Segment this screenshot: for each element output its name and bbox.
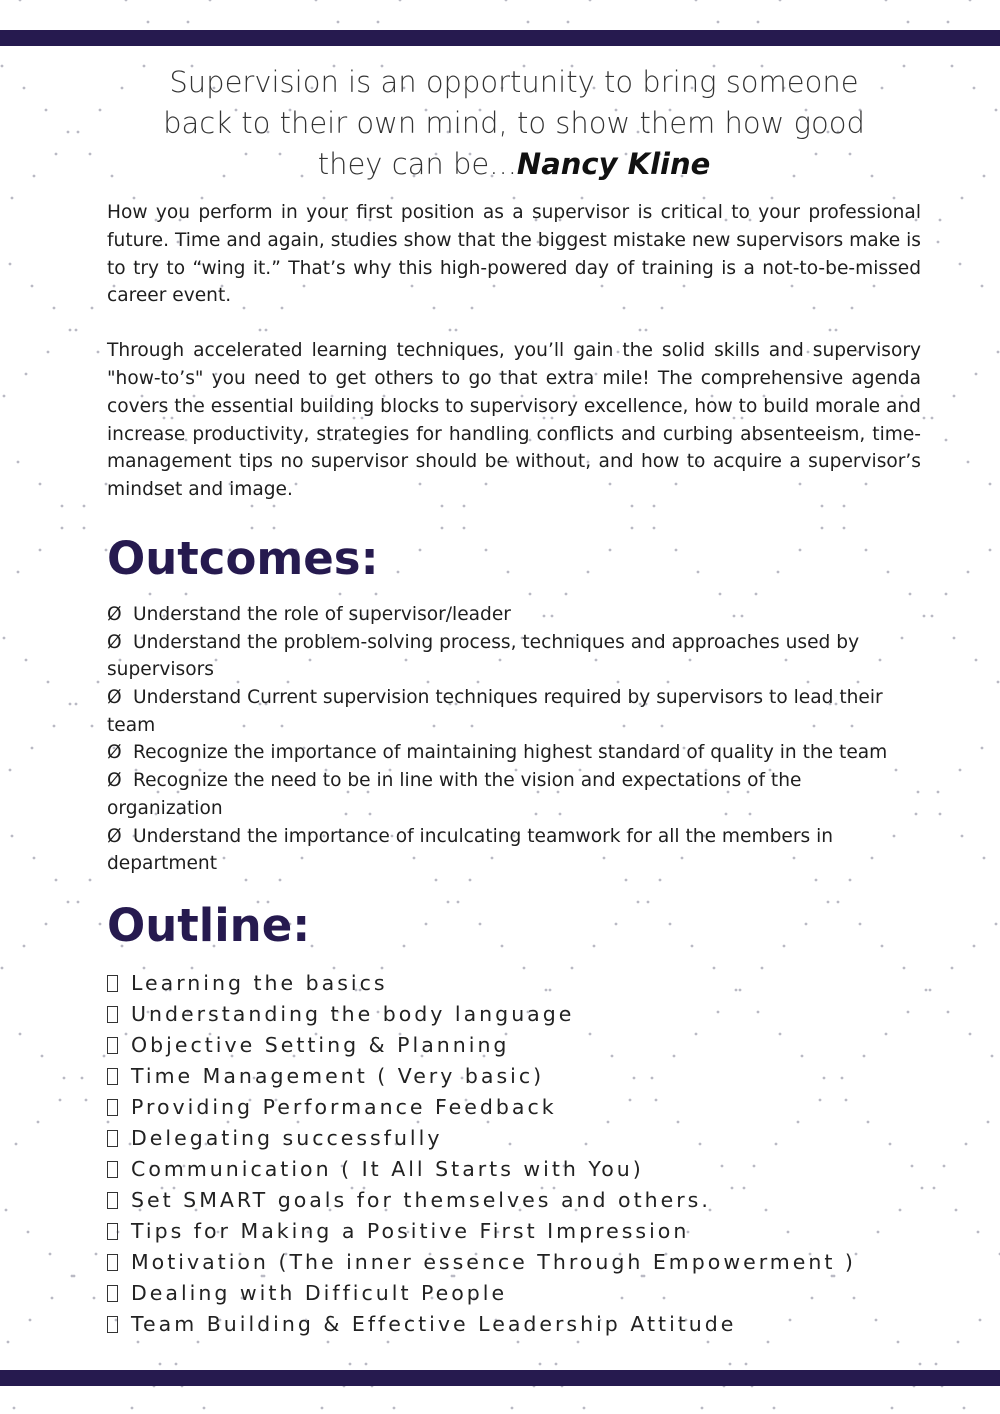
pattern-dot (959, 263, 962, 266)
pattern-dot (539, 1363, 542, 1366)
missing-glyph-icon (107, 1161, 118, 1178)
pattern-dot (931, 615, 934, 618)
outcome-bullet: Ø (107, 770, 122, 792)
pattern-dot (77, 901, 80, 904)
pattern-dot (387, 1341, 390, 1344)
outline-item (107, 1216, 921, 1247)
pattern-dot (953, 637, 956, 640)
pattern-dot (897, 1341, 900, 1344)
pattern-dot (175, 1363, 178, 1366)
outcomes-heading: Outcomes: (107, 531, 379, 585)
pattern-dot (91, 725, 94, 728)
pattern-dot (939, 219, 942, 222)
pattern-dot (745, 1363, 748, 1366)
pattern-dot (25, 373, 28, 376)
pattern-dot (929, 989, 932, 992)
pattern-dot (19, 1033, 22, 1036)
missing-glyph-icon (107, 1192, 118, 1209)
pattern-dot (69, 703, 72, 706)
pattern-dot (75, 329, 78, 332)
pattern-dot (937, 791, 940, 794)
pattern-dot (695, 0, 698, 1)
pattern-dot (95, 1253, 98, 1256)
pattern-dot (923, 417, 926, 420)
pattern-dot (983, 857, 986, 860)
pattern-dot (891, 1407, 894, 1410)
pattern-dot (93, 1297, 96, 1300)
outcomes-list (107, 601, 921, 878)
pattern-dot (7, 1341, 10, 1344)
pattern-dot (29, 1319, 32, 1322)
pattern-dot (925, 989, 928, 992)
top-border-bar (0, 30, 1000, 46)
outline-text: Team Building & Effective Leadership Attitude (131, 1312, 737, 1336)
outline-text: Communication ( It All Starts with You) (131, 1157, 644, 1181)
missing-glyph-icon (107, 1006, 118, 1023)
pattern-dot (147, 21, 150, 24)
pattern-dot (187, 21, 190, 24)
bottom-border-bar (0, 1370, 1000, 1386)
pattern-dot (963, 1407, 966, 1410)
agenda-paragraph: Through accelerated learning techniques, you’ll gain the solid skills and supervisory "how-to’s" you need to get others to go that extra mile! The comprehensive agenda covers the essential building blocks to supervisory excellence, how to build morale and increase productivity, strategies for handling conflicts and curbing absenteeism, time-management tips no supervisor should be without, and how to acquire a supervisor’s mindset and image. (107, 340, 921, 501)
pattern-dot (97, 681, 100, 684)
pattern-dot (15, 1143, 18, 1146)
pattern-dot (33, 175, 36, 178)
pattern-dot (989, 483, 992, 486)
intro-paragraph: How you perform in your first position as a supervisor is critical to your professional future. Time and again, studies show that the biggest mistake new supervisors make is to try to “wing it.” That’s why this high-powered day of training is a not-to-be-missed career event. (107, 202, 921, 307)
pattern-dot (17, 571, 20, 574)
pattern-dot (957, 1341, 960, 1344)
pattern-dot (23, 945, 26, 948)
pattern-dot (321, 1407, 324, 1410)
pattern-dot (943, 1165, 946, 1168)
pattern-dot (99, 109, 102, 112)
outline-item (107, 1154, 921, 1185)
pattern-dot (969, 0, 972, 1)
pattern-dot (327, 1341, 330, 1344)
outline-text: Understanding the body language (131, 1002, 575, 1026)
pattern-dot (965, 1143, 968, 1146)
pattern-dot (53, 725, 56, 728)
outcome-bullet: Ø (107, 687, 122, 709)
pattern-dot (67, 131, 70, 134)
pattern-dot (25, 659, 28, 662)
pattern-dot (919, 1363, 922, 1366)
pattern-dot (997, 681, 1000, 684)
outcome-bullet: Ø (107, 825, 122, 847)
pattern-dot (583, 1407, 586, 1410)
pattern-dot (717, 21, 720, 24)
outline-item (107, 968, 921, 999)
outcome-item (107, 739, 921, 767)
pattern-dot (47, 681, 50, 684)
pattern-dot (37, 1121, 40, 1124)
pattern-dot (63, 1077, 66, 1080)
pattern-dot (9, 263, 12, 266)
missing-glyph-icon (107, 1130, 118, 1147)
pattern-dot (991, 1055, 994, 1058)
pattern-dot (959, 769, 962, 772)
quote (107, 62, 921, 185)
pattern-dot (125, 0, 128, 1)
missing-glyph-icon (107, 975, 118, 992)
pattern-dot (511, 1407, 514, 1410)
outcome-item (107, 823, 921, 878)
pattern-dot (49, 1253, 52, 1256)
pattern-dot (3, 637, 6, 640)
outcome-text: Understand the problem-solving process, techniques and approaches used by supervisors (107, 631, 860, 681)
pattern-dot (937, 241, 940, 244)
pattern-dot (349, 1363, 352, 1366)
pattern-dot (89, 153, 92, 156)
pattern-dot (973, 87, 976, 90)
pattern-dot (9, 769, 12, 772)
pattern-dot (19, 0, 22, 1)
pattern-dot (951, 967, 954, 970)
outline-item (107, 1247, 921, 1278)
outline-item (107, 1092, 921, 1123)
pattern-dot (39, 483, 42, 486)
pattern-dot (31, 285, 34, 288)
pattern-dot (67, 901, 70, 904)
pattern-dot (159, 1363, 162, 1366)
outline-text: Set SMART goals for themselves and others. (131, 1188, 711, 1212)
pattern-dot (27, 1231, 30, 1234)
pattern-dot (885, 0, 888, 1)
pattern-dot (131, 1407, 134, 1410)
pattern-dot (987, 1121, 990, 1124)
pattern-dot (951, 65, 954, 68)
pattern-dot (399, 0, 402, 1)
pattern-dot (11, 197, 14, 200)
pattern-dot (907, 21, 910, 24)
pattern-dot (13, 1407, 16, 1410)
outline-text: Time Management ( Very basic) (131, 1064, 545, 1088)
pattern-dot (973, 945, 976, 948)
pattern-dot (975, 373, 978, 376)
pattern-dot (995, 923, 998, 926)
pattern-dot (55, 879, 58, 882)
outline-text: Dealing with Difficult People (131, 1281, 508, 1305)
missing-glyph-icon (107, 1068, 118, 1085)
pattern-dot (961, 835, 964, 838)
pattern-dot (577, 1341, 580, 1344)
pattern-dot (955, 1209, 958, 1212)
pattern-dot (73, 1275, 76, 1278)
pattern-dot (31, 747, 34, 750)
pattern-dot (1, 967, 4, 970)
outline-list (107, 968, 921, 1340)
outcome-text: Understand the role of supervisor/leader (133, 603, 511, 625)
pattern-dot (979, 1319, 982, 1322)
pattern-dot (589, 0, 592, 1)
outline-text: Tips for Making a Positive First Impression (131, 1219, 690, 1243)
pattern-dot (767, 1341, 770, 1344)
pattern-dot (97, 351, 100, 354)
pattern-dot (977, 1231, 980, 1234)
page-content (107, 62, 921, 1340)
pattern-dot (85, 1099, 88, 1102)
pattern-dot (315, 0, 318, 1)
outline-text: Learning the basics (131, 971, 388, 995)
outline-item (107, 1123, 921, 1154)
missing-glyph-icon (107, 1099, 118, 1116)
pattern-dot (45, 109, 48, 112)
outline-item (107, 1185, 921, 1216)
pattern-dot (39, 549, 42, 552)
outcome-text: Understand Current supervision techniques required by supervisors to lead their team (107, 687, 883, 736)
missing-glyph-icon (107, 1316, 118, 1333)
pattern-dot (393, 1407, 396, 1410)
pattern-dot (945, 593, 948, 596)
pattern-dot (197, 1341, 200, 1344)
missing-glyph-icon (107, 1037, 118, 1054)
outline-item (107, 1030, 921, 1061)
pattern-dot (947, 21, 950, 24)
outcome-bullet: Ø (107, 631, 122, 653)
pattern-dot (527, 21, 530, 24)
pattern-dot (77, 131, 80, 134)
outcome-text: Recognize the need to be in line with the vision and expectations of the organization (107, 770, 802, 819)
missing-glyph-icon (107, 1254, 118, 1271)
pattern-dot (209, 0, 212, 1)
pattern-dot (995, 109, 998, 112)
outcome-bullet: Ø (107, 603, 122, 625)
pattern-dot (337, 21, 340, 24)
pattern-dot (99, 923, 102, 926)
pattern-dot (89, 879, 92, 882)
pattern-dot (51, 1297, 54, 1300)
pattern-dot (69, 329, 72, 332)
pattern-dot (989, 549, 992, 552)
pattern-dot (75, 703, 78, 706)
pattern-dot (981, 747, 984, 750)
pattern-dot (505, 0, 508, 1)
missing-glyph-icon (107, 1285, 118, 1302)
pattern-dot (923, 615, 926, 618)
pattern-dot (45, 923, 48, 926)
outline-heading: Outline: (107, 899, 311, 952)
outline-text: Motivation (The inner essence Through Empowerment ) (131, 1250, 856, 1274)
pattern-dot (757, 21, 760, 24)
pattern-dot (23, 87, 26, 90)
pattern-dot (61, 505, 64, 508)
pattern-dot (953, 395, 956, 398)
pattern-dot (5, 1209, 8, 1212)
outline-item (107, 1309, 921, 1340)
pattern-dot (1, 65, 4, 68)
pattern-dot (947, 1011, 950, 1014)
pattern-dot (967, 461, 970, 464)
pattern-dot (983, 175, 986, 178)
pattern-dot (365, 1363, 368, 1366)
pattern-dot (91, 307, 94, 310)
outline-text: Objective Setting & Planning (131, 1033, 510, 1057)
pattern-dot (945, 439, 948, 442)
pattern-dot (17, 461, 20, 464)
pattern-dot (47, 351, 50, 354)
outcome-bullet: Ø (107, 742, 122, 764)
pattern-dot (81, 1077, 84, 1080)
pattern-dot (921, 1187, 924, 1190)
outline-item (107, 999, 921, 1030)
outcome-item (107, 629, 921, 684)
pattern-dot (11, 835, 14, 838)
outline-text: Providing Performance Feedback (131, 1095, 557, 1119)
outcome-text: Recognize the importance of maintaining highest standard of quality in the team (133, 742, 888, 764)
missing-glyph-icon (107, 1223, 118, 1240)
outcome-item (107, 684, 921, 739)
pattern-dot (975, 659, 978, 662)
pattern-dot (55, 153, 58, 156)
pattern-dot (981, 285, 984, 288)
pattern-dot (517, 1341, 520, 1344)
pattern-dot (707, 1341, 710, 1344)
pattern-dot (103, 1055, 106, 1058)
pattern-dot (53, 307, 56, 310)
pattern-dot (3, 395, 6, 398)
quote-author: Nancy Kline (516, 147, 711, 181)
pattern-dot (33, 857, 36, 860)
outcome-item (107, 767, 921, 822)
pattern-dot (773, 1407, 776, 1410)
pattern-dot (567, 21, 570, 24)
outline-item (107, 1061, 921, 1092)
pattern-dot (59, 1099, 62, 1102)
pattern-dot (729, 1363, 732, 1366)
pattern-dot (931, 417, 934, 420)
pattern-dot (61, 527, 64, 530)
pattern-dot (83, 505, 86, 508)
pattern-dot (701, 1407, 704, 1410)
outline-text: Delegating successfully (131, 1126, 443, 1150)
pattern-dot (939, 813, 942, 816)
pattern-dot (377, 21, 380, 24)
pattern-dot (997, 351, 1000, 354)
pattern-dot (137, 1341, 140, 1344)
pattern-dot (933, 1187, 936, 1190)
pattern-dot (41, 1055, 44, 1058)
pattern-dot (83, 527, 86, 530)
outline-item (107, 1278, 921, 1309)
outcome-item (107, 601, 921, 629)
quote-text: Supervision is an opportunity to bring someone back to their own mind, to show them how good they can be... (163, 65, 865, 181)
pattern-dot (967, 571, 970, 574)
pattern-dot (969, 1033, 972, 1036)
pattern-dot (935, 1363, 938, 1366)
pattern-dot (555, 1363, 558, 1366)
pattern-dot (779, 0, 782, 1)
outcome-text: Understand the importance of inculcating teamwork for all the members in department (107, 825, 834, 875)
pattern-dot (203, 1407, 206, 1410)
pattern-dot (961, 197, 964, 200)
